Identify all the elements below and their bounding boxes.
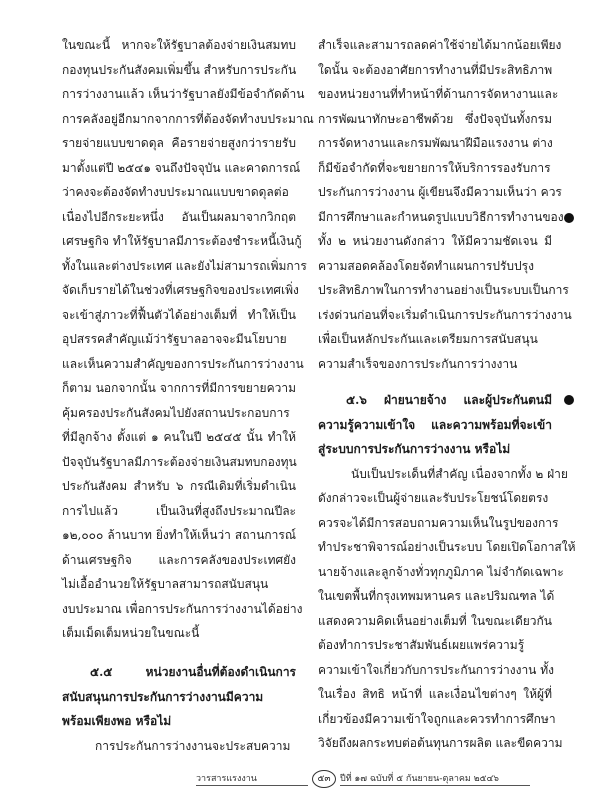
body-text-line: ประกันสังคม สำหรับ ๖ กรณีเดิมที่เริ่มดำเนิน bbox=[62, 479, 296, 493]
body-text-line: ประสิทธิภาพในการทำงานอย่างเป็นระบบเป็นการ bbox=[318, 283, 569, 297]
body-text-line: ดังกล่าวจะเป็นผู้จ่ายและรับประโยชน์โดยตรง bbox=[318, 491, 549, 505]
body-text-line: เกี่ยวข้องมีความเข้าใจถูกและควรทำการศึกษา bbox=[318, 711, 556, 726]
body-text-line: การพัฒนาทักษะอาชีพด้วย ซึ่งปัจจุบันทั้งกรม bbox=[318, 111, 552, 126]
section-heading-line: ๕.๕ หน่วยงานอื่นที่ต้องดำเนินการ bbox=[90, 665, 296, 679]
body-text-line: ต้องทำการประชาสัมพันธ์เผยแพร่ความรู้ bbox=[318, 638, 525, 652]
body-text-line: มีการศึกษาและกำหนดรูปแบบวิธีการทำงานของ bbox=[318, 209, 564, 224]
body-text-line: ทำประชาพิจารณ์อย่างเป็นระบบ โดยเปิดโอกาสให้ bbox=[318, 540, 576, 554]
body-text-line: ในขณะนี้ หากจะให้รัฐบาลต้องจ่ายเงินสมทบ bbox=[62, 38, 296, 52]
body-text-line: สำเร็จและสามารถลดค่าใช้จ่ายได้มากน้อยเพียง bbox=[318, 38, 562, 52]
body-text-line: ในเรื่อง สิทธิ หน้าที่ และเงื่อนไขต่างๆ ให้ผู้ที่ bbox=[318, 687, 552, 701]
section-heading-line: ๕.๖ ฝ่ายนายจ้าง และผู้ประกันตนมี bbox=[346, 393, 552, 407]
body-text-line: ในเขตพื้นที่กรุงเทพมหานคร และปริมณฑล ได้ bbox=[318, 589, 555, 603]
body-text-line: งบประมาณ เพื่อการประกันการว่างงานได้อย่าง bbox=[62, 601, 303, 616]
body-text-line: ที่มีลูกจ้าง ตั้งแต่ ๑ คนในปี ๒๕๔๕ นั้น ทำให้ bbox=[62, 430, 296, 444]
right-column bbox=[318, 33, 576, 756]
left-column bbox=[62, 33, 314, 758]
left-paragraph bbox=[62, 33, 314, 646]
body-text-line: ประกันการว่างงาน ผู้เขียนจึงมีความเห็นว่า ควร bbox=[318, 185, 562, 199]
body-text-line: ทั้งในและต่างประเทศ และยังไม่สามารถเพิ่มการ bbox=[62, 258, 307, 273]
body-text-line: แสดงความคิดเห็นอย่างเต็มที่ ในขณะเดียวกัน bbox=[318, 613, 552, 628]
body-text-line: เนื่องไปอีกระยะหนึ่ง อันเป็นผลมาจากวิกฤต bbox=[62, 209, 296, 224]
body-text-line: และเห็นความสำคัญของการประกันการว่างงาน bbox=[62, 356, 304, 371]
body-text-line: จัดเก็บรายได้ในช่วงที่เศรษฐกิจของประเทศเพิ่ง bbox=[62, 283, 299, 297]
section-spacer bbox=[318, 376, 552, 388]
body-text-line: เศรษฐกิจ ทำให้รัฐบาลมีภาระต้องชำระหนี้เงินกู้ bbox=[62, 234, 302, 248]
section-5-5-paragraph bbox=[62, 734, 296, 759]
section-5-6-paragraph bbox=[318, 462, 576, 756]
body-text-line: ใดนั้น จะต้องอาศัยการทำงานที่มีประสิทธิภาพ bbox=[318, 62, 553, 77]
body-text-line: ความเข้าใจเกี่ยวกับการประกันการว่างงาน ทั้ง bbox=[318, 662, 554, 677]
body-text-line: ควรจะได้มีการสอบถามความเห็นในรูปของการ bbox=[318, 515, 559, 530]
right-paragraph bbox=[318, 33, 572, 376]
body-text-line: ก็มีข้อจำกัดที่จะขยายการให้บริการรองรับการ bbox=[318, 160, 551, 175]
section-heading-line: สนับสนุนการประกันการว่างงานมีความ bbox=[62, 689, 264, 704]
body-text-line: ว่าคงจะต้องจัดทำงบประมาณแบบขาดดุลต่อ bbox=[62, 185, 289, 199]
body-text-line: เพื่อเป็นหลักประกันและเตรียมการสนับสนุน bbox=[318, 332, 538, 346]
body-text-line: คุ้มครองประกันสังคมไปยังสถานประกอบการ bbox=[62, 405, 290, 420]
page-number: ๕๓ bbox=[312, 770, 336, 788]
body-text-line: รายจ่ายแบบขาดดุล คือรายจ่ายสูงกว่ารายรับ bbox=[62, 136, 296, 150]
section-heading-line: พร้อมเพียงพอ หรือไม่ bbox=[62, 714, 172, 728]
section-heading-line: สู่ระบบการประกันการว่างงาน หรือไม่ bbox=[318, 442, 511, 456]
body-text-line: นายจ้างและลูกจ้างทั่วทุกภูมิภาค ไม่จำกัดเฉพาะ bbox=[318, 564, 564, 579]
body-text-line: นับเป็นประเด็นที่สำคัญ เนื่องจากทั้ง ๒ ฝ่าย bbox=[351, 466, 568, 481]
body-text-line: ก็ตาม นอกจากนั้น จากการที่มีการขยายความ bbox=[62, 381, 296, 395]
body-text-line: การว่างงานแล้ว เห็นว่ารัฐบาลยังมีข้อจำกัดด้าน bbox=[62, 87, 305, 101]
section-heading-5-6 bbox=[318, 388, 552, 462]
body-text-line: ปัจจุบันรัฐบาลมีภาระต้องจ่ายเงินสมทบกองทุน bbox=[62, 454, 297, 469]
body-text-line: การจัดหางานและกรมพัฒนาฝีมือแรงงาน ต่าง bbox=[318, 136, 553, 150]
body-text-line: การไปแล้ว เป็นเงินที่สูงถึงประมาณปีละ bbox=[62, 503, 296, 518]
body-text-line: จะเข้าสู่ภาวะที่ฟื้นตัวได้อย่างเต็มที่ ทำให้เป็น bbox=[62, 307, 296, 322]
body-text-line: อุปสรรคสำคัญแม้ว่ารัฐบาลอาจจะมีนโยบาย bbox=[62, 332, 287, 346]
body-text-line: ของหน่วยงานที่ทำหน้าที่ด้านการจัดหางานและ bbox=[318, 87, 559, 101]
body-text-line: ความสอดคล้องโดยจัดทำแผนการปรับปรุง bbox=[318, 258, 534, 273]
body-text-line: กองทุนประกันสังคมเพิ่มขึ้น สำหรับการประกัน bbox=[62, 62, 297, 77]
section-heading-5-5 bbox=[62, 660, 296, 734]
footer-journal-name: วารสารแรงงาน bbox=[196, 773, 308, 786]
hole-punch-mark bbox=[564, 395, 574, 405]
body-text-line: ทั้ง ๒ หน่วยงานดังกล่าว ให้มีความชัดเจน มี bbox=[318, 234, 552, 248]
section-spacer bbox=[62, 646, 296, 661]
hole-punch-mark bbox=[564, 213, 574, 223]
body-text-line: มาตั้งแต่ปี ๒๕๔๑ จนถึงปัจจุบัน และคาดการณ์ bbox=[62, 160, 301, 175]
body-text-line: เต็มเม็ดเต็มหน่วยในขณะนี้ bbox=[62, 626, 200, 640]
body-text-line: การคลังอยู่อีกมากจากการที่ต้องจัดทำงบประมาณ bbox=[62, 111, 314, 126]
section-heading-line: ความรู้ความเข้าใจ และความพร้อมที่จะเข้า bbox=[318, 417, 552, 432]
body-text-line: ไม่เอื้ออำนวยให้รัฐบาลสามารถสนับสนุน bbox=[62, 577, 269, 591]
body-text-line: วิจัยถึงผลกระทบต่อต้นทุนการผลิต และขีดความ bbox=[318, 736, 563, 750]
body-text-line: เร่งด่วนก่อนที่จะเริ่มดำเนินการประกันการว่างงาน bbox=[318, 307, 572, 322]
body-text-line: การประกันการว่างงานจะประสบความ bbox=[95, 738, 291, 753]
body-text-line: ความสำเร็จของการประกันการว่างงาน bbox=[318, 356, 518, 371]
body-text-line: ๑๒,๐๐๐ ล้านบาท ยิ่งทำให้เห็นว่า สถานการณ์ bbox=[62, 528, 296, 542]
body-text-line: ด้านเศรษฐกิจ และการคลังของประเทศยัง bbox=[62, 552, 296, 567]
footer-issue-info: ปีที่ ๑๗ ฉบับที่ ๕ กันยายน-ตุลาคม ๒๕๔๖ bbox=[340, 773, 530, 786]
